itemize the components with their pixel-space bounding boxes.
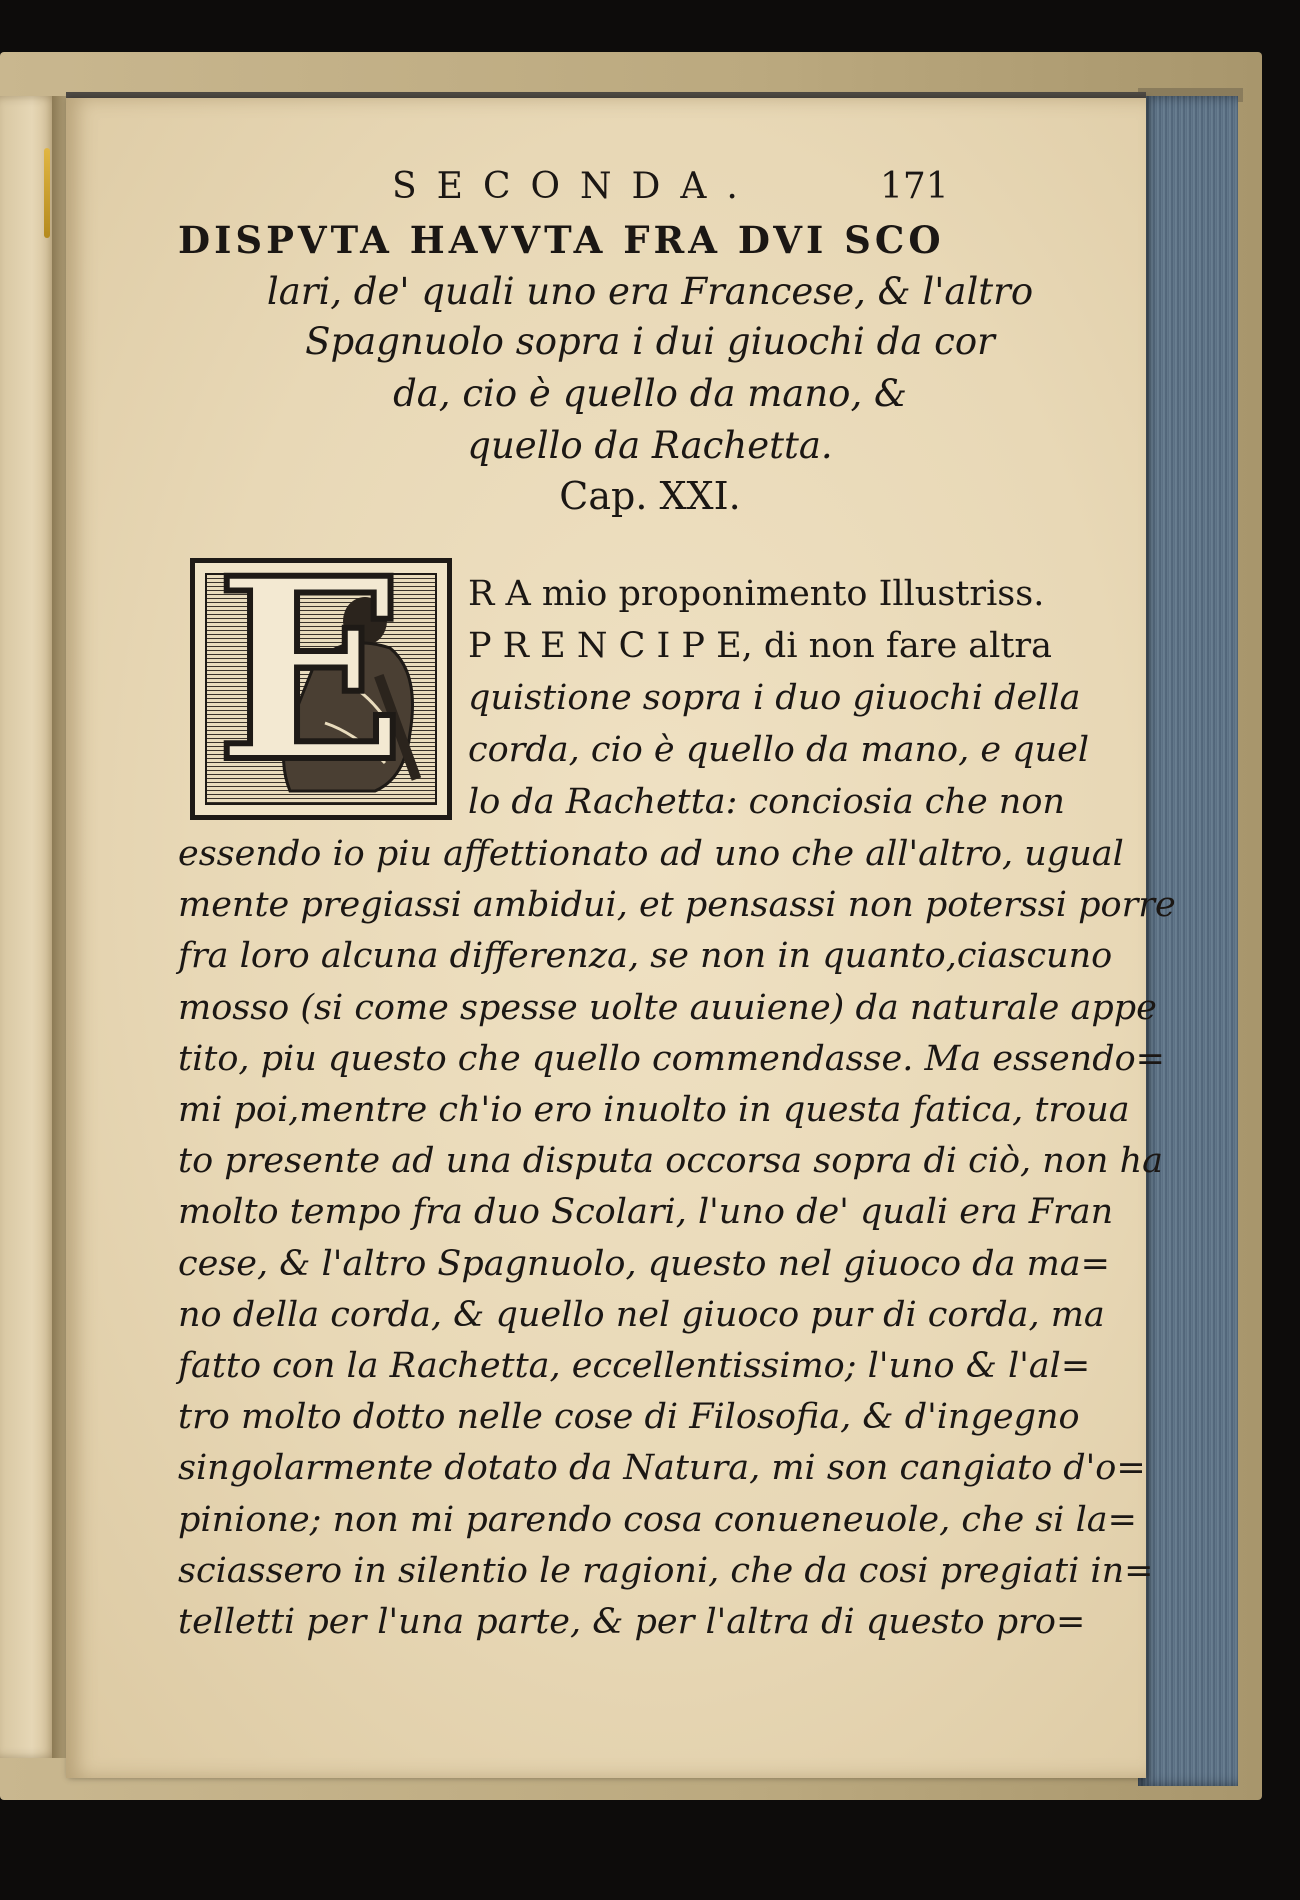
- body-line: mente pregiassi ambidui, et pensassi non poterssi porre: [178, 885, 1176, 926]
- body-line: mi poi,mentre ch'io ero inuolto in questa fatica, troua: [178, 1090, 1130, 1130]
- body-line: fra loro alcuna differenza, se non in quanto,ciascuno: [178, 936, 1113, 977]
- chapter-title-line: lari, de' quali uno era Francese, & l'altro: [266, 270, 1034, 313]
- chapter-title-line: da, cio è quello da mano, &: [393, 372, 907, 415]
- body-line: tito, piu questo che quello commendasse. Ma essendo=: [178, 1038, 1166, 1079]
- body-line: essendo io piu affettionato ad uno che all'altro, ugual: [178, 834, 1124, 874]
- initial-letter: E: [215, 523, 406, 817]
- body-line: to presente ad una disputa occorsa sopra di ciò, non ha: [178, 1141, 1163, 1182]
- body-line: corda, cio è quello da mano, e quel: [468, 730, 1090, 770]
- body-line: molto tempo fra duo Scolari, l'uno de' quali era Fran: [178, 1192, 1114, 1233]
- page-number: 171: [880, 166, 949, 207]
- body-line: cese, & l'altro Spagnuolo, questo nel giuoco da ma=: [178, 1243, 1110, 1284]
- body-line: no della corda, & quello nel giuoco pur di corda, ma: [178, 1294, 1105, 1335]
- body-line: fatto con la Rachetta, eccellentissimo; l'uno & l'al=: [178, 1346, 1091, 1386]
- body-line: lo da Rachetta: conciosia che non: [468, 782, 1065, 822]
- body-line: mosso (si come spesse uolte auuiene) da naturale appe: [178, 987, 1157, 1028]
- body-line: tro molto dotto nelle cose di Filosofia, & d'ingegno: [178, 1397, 1080, 1438]
- running-head: SECONDA.: [392, 166, 758, 207]
- chapter-title-line: Spagnuolo sopra i dui giuochi da cor: [305, 320, 995, 363]
- binding-thread: [44, 148, 50, 238]
- chapter-number: Cap. XXI.: [559, 474, 741, 518]
- chapter-title-caps: DISPVTA HAVVTA FRA DVI SCO: [178, 218, 945, 262]
- body-line: R A mio proponimento Illustriss.: [468, 574, 1045, 614]
- body-line: quistione sopra i duo giuochi della: [468, 678, 1081, 718]
- body-line: pinione; non mi parendo cosa conueneuole, che si la=: [178, 1499, 1137, 1540]
- body-line: singolarmente dotato da Natura, mi son cangiato d'o=: [178, 1448, 1146, 1489]
- body-line: P R E N C I P E, di non fare altra: [468, 626, 1053, 666]
- woodcut-initial: [190, 523, 452, 820]
- body-line: sciassero in silentio le ragioni, che da cosi pregiati in=: [178, 1550, 1154, 1591]
- body-line: telletti per l'una parte, & per l'altra di questo pro=: [178, 1602, 1086, 1642]
- chapter-title-line: quello da Rachetta.: [467, 424, 833, 467]
